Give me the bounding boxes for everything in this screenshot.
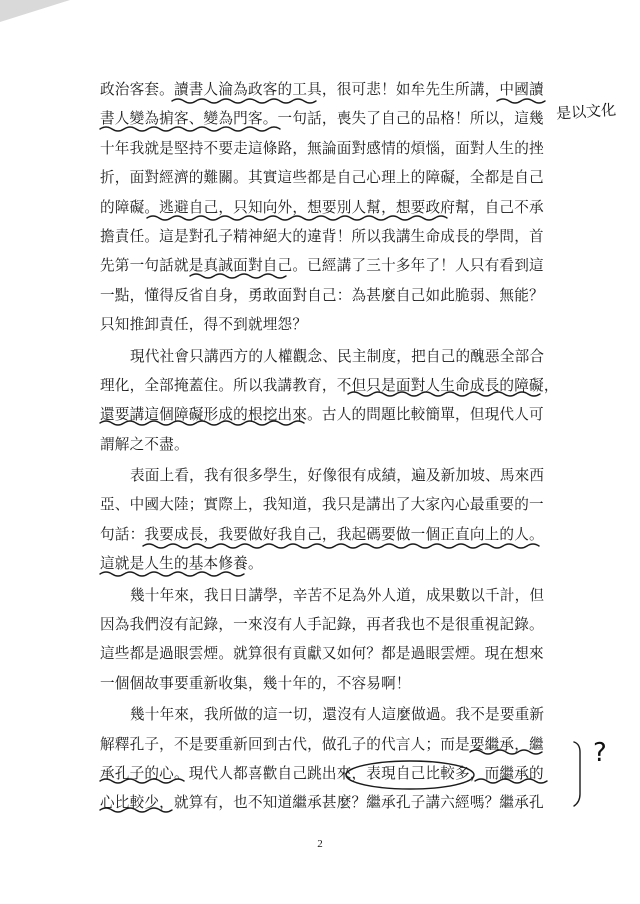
- text-line: 一個個故事要重新收集，幾十年的，不容易啊！: [100, 674, 411, 692]
- text-line: 句話：我要成長，我要做好我自己，我起碼要做一個正直向上的人。: [100, 525, 544, 543]
- text-line: 書人變為掮客、變為門客。一句話，喪失了自己的品格！所以，這幾: [100, 110, 544, 128]
- text-line: 這就是人生的基本修養。: [100, 555, 263, 573]
- margin-bracket: [574, 742, 580, 806]
- text-line: 十年我就是堅持不要走這條路，無論面對感情的煩惱，面對人生的挫: [100, 139, 544, 157]
- text-line: 亞、中國大陸；實際上，我知道，我只是講出了大家內心最重要的一: [100, 496, 544, 514]
- text-line: 還要講這個障礙形成的根挖出來。古人的問題比較簡單，但現代人可: [100, 406, 544, 424]
- text-line: 這些都是過眼雲煙。就算很有貢獻又如何？都是過眼雲煙。現在想來: [100, 645, 544, 663]
- text-line: 幾十年來，我所做的這一切，還沒有人這麼做過。我不是要重新: [130, 706, 545, 724]
- text-line: 解釋孔子，不是要重新回到古代，做孔子的代言人；而是要繼承，繼: [100, 735, 544, 753]
- text-line: 理化，全部掩蓋住。所以我講教育，不但只是面對人生命成長的障礙，: [100, 376, 559, 394]
- text-line: 謂解之不盡。: [100, 435, 189, 453]
- text-line: 只知推卸責任，得不到就埋怨？: [100, 316, 308, 334]
- text-line: 折，面對經濟的難關。其實這些都是自己心理上的障礙，全都是自己: [100, 169, 544, 187]
- handwritten-margin-note: 是以文化: [555, 100, 617, 123]
- text-line: 表面上看，我有很多學生，好像很有成績，遍及新加坡、馬來西: [130, 467, 545, 485]
- page-number: 2: [317, 838, 323, 850]
- text-line: 心比較少，就算有，也不知道繼承甚麼？繼承孔子講六經嗎？繼承孔: [100, 794, 544, 812]
- text-line: 承孔子的心。現代人都喜歡自己跳出來，表現自己比較多，而繼承的: [100, 764, 544, 782]
- handwritten-question-mark: ?: [593, 738, 607, 768]
- text-line: 先第一句話就是真誠面對自己。已經講了三十多年了！人只有看到這: [100, 257, 544, 275]
- body-text: [100, 75, 559, 818]
- folded-corner: [0, 0, 70, 22]
- text-line: 一點，懂得反省自身，勇敢面對自己：為甚麼自己如此脆弱、無能？: [100, 286, 544, 304]
- text-line: 幾十年來，我日日講學，辛苦不足為外人道，成果數以千計，但: [130, 586, 545, 604]
- text-line: 政治客套。讀書人淪為政客的工具，很可悲！如牟先生所講，中國讀: [100, 81, 544, 98]
- text-line: 現代社會只講西方的人權觀念、民主制度，把自己的醜惡全部合: [130, 347, 545, 365]
- text-line: 擔責任。這是對孔子精神絕大的違背！所以我講生命成長的學問，首: [100, 227, 544, 245]
- text-line: 因為我們沒有記錄，一來沒有人手記錄，再者我也不是很重視記錄。: [100, 616, 544, 634]
- text-line: 的障礙。逃避自己，只知向外，想要別人幫，想要政府幫，自己不承: [100, 198, 544, 216]
